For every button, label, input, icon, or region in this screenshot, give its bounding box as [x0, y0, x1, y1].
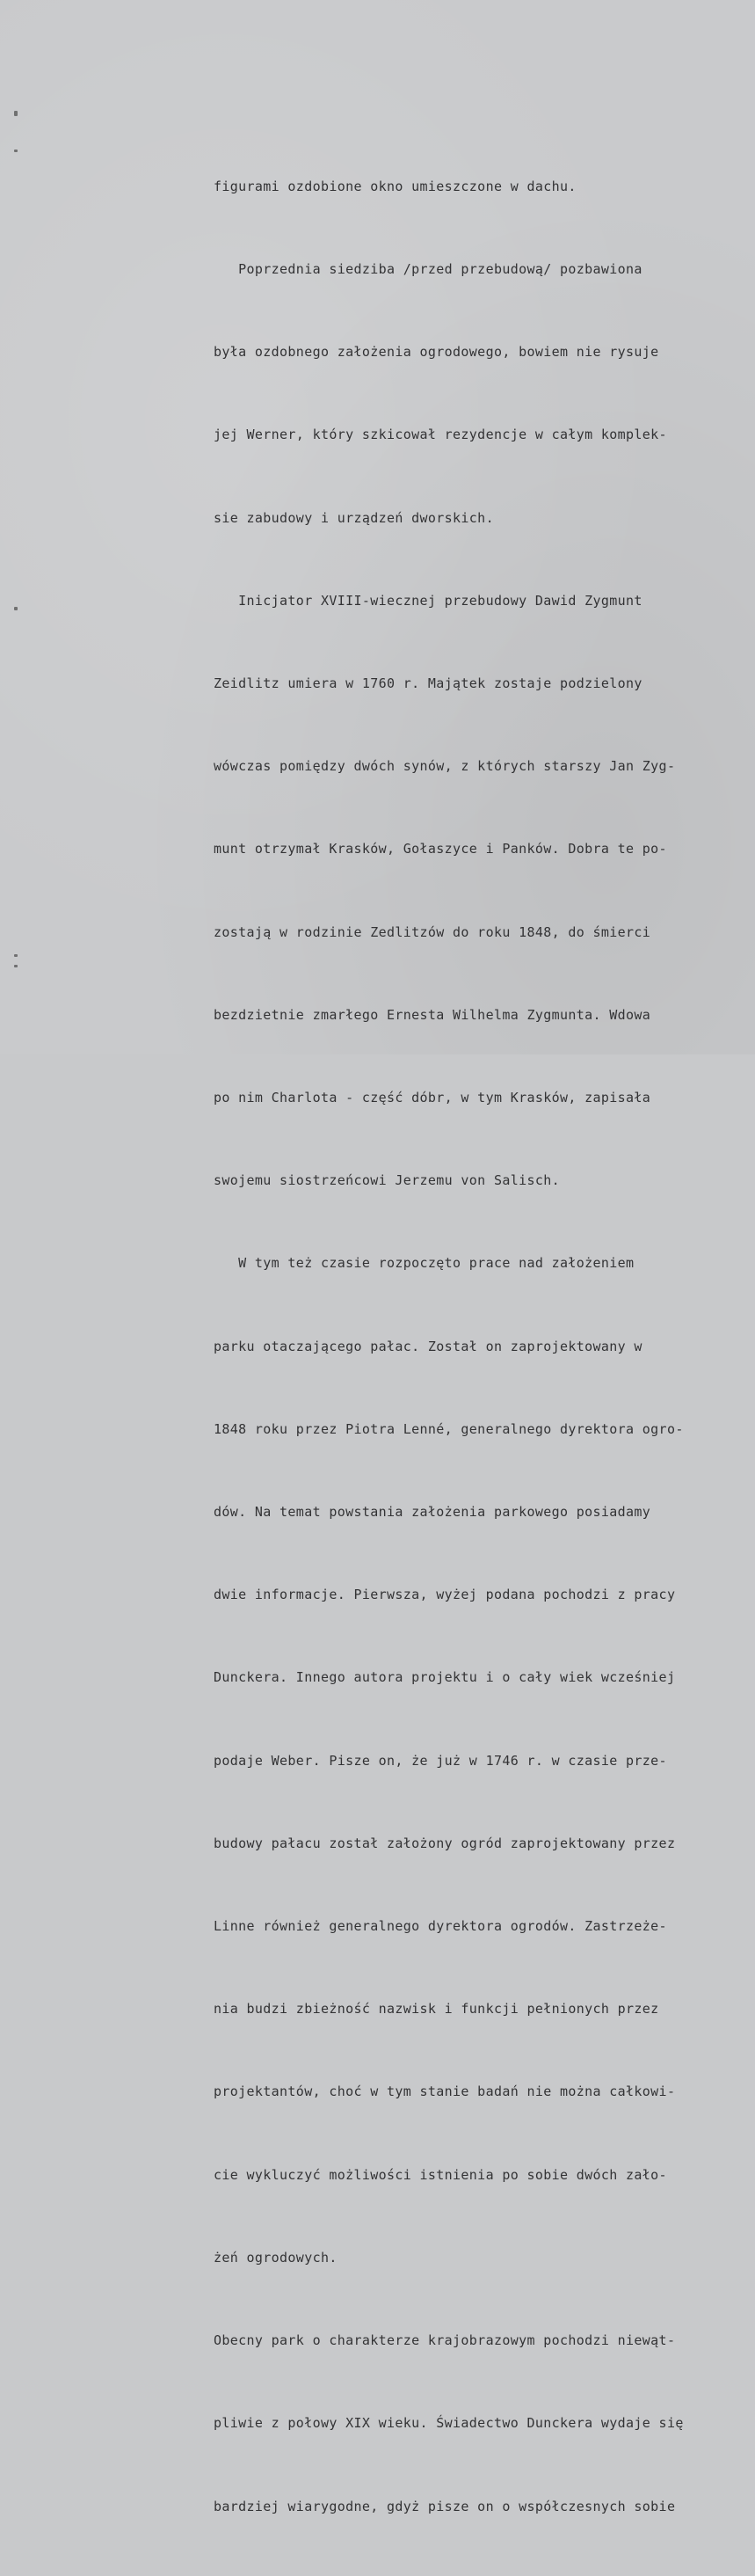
text-line: bardziej wiarygodne, gdyż pisze on o współczesnych sobie — [214, 2498, 676, 2514]
text-line: parku otaczającego pałac. Został on zaprojektowany w — [214, 1338, 642, 1354]
binding-mark — [14, 954, 18, 957]
text-line: zostają w rodzinie Zedlitzów do roku 1848, do śmierci — [214, 923, 651, 940]
text-line: sie zabudowy i urządzeń dworskich. — [214, 509, 494, 526]
text-line: Poprzednia siedziba /przed przebudową/ pozbawiona — [214, 261, 642, 278]
text-line: podaje Weber. Pisze on, że już w 1746 r. w czasie prze- — [214, 1752, 667, 1769]
text-line: budowy pałacu został założony ogród zaprojektowany przez — [214, 1835, 676, 1851]
text-line: W tym też czasie rozpoczęto prace nad założeniem — [214, 1255, 635, 1272]
text-line: Zeidlitz umiera w 1760 r. Majątek zostaje podzielony — [214, 675, 642, 692]
text-line: wówczas pomiędzy dwóch synów, z których starszy Jan Zyg- — [214, 758, 676, 775]
text-line: po nim Charlota - część dóbr, w tym Krasków, zapisała — [214, 1090, 651, 1106]
text-line: swojemu siostrzeńcowi Jerzemu von Salisch. — [214, 1172, 560, 1189]
binding-mark — [14, 965, 18, 967]
text-line: Inicjator XVIII-wiecznej przebudowy Dawid Zygmunt — [214, 592, 642, 609]
text-line: munt otrzymał Krasków, Gołaszyce i Panków. Dobra te po- — [214, 841, 667, 857]
text-line: figurami ozdobione okno umieszczone w dachu. — [214, 178, 577, 194]
text-line: bezdzietnie zmarłego Ernesta Wilhelma Zygmunta. Wdowa — [214, 1006, 651, 1023]
text-line: Obecny park o charakterze krajobrazowym pochodzi niewąt- — [214, 2332, 676, 2349]
binding-mark — [14, 111, 18, 116]
typed-text-body — [214, 118, 751, 2576]
text-line: dów. Na temat powstania założenia parkowego posiadamy — [214, 1504, 651, 1521]
text-line: dwie informacje. Pierwsza, wyżej podana pochodzi z pracy — [214, 1587, 676, 1603]
binding-mark — [14, 607, 18, 610]
text-line: nia budzi zbieżność nazwisk i funkcji pełnionych przez — [214, 2001, 659, 2018]
binding-mark — [14, 150, 18, 152]
text-line: Linne również generalnego dyrektora ogrodów. Zastrzeże- — [214, 1918, 667, 1935]
text-line: żeń ogrodowych. — [214, 2249, 338, 2266]
text-line: 1848 roku przez Piotra Lenné, generalnego dyrektora ogro- — [214, 1420, 684, 1437]
text-line: Dunckera. Innego autora projektu i o cały wiek wcześniej — [214, 1669, 676, 1686]
text-line: projektantów, choć w tym stanie badań nie można całkowi- — [214, 2083, 676, 2100]
text-line: pliwie z połowy XIX wieku. Świadectwo Dunckera wydaje się — [214, 2415, 684, 2432]
text-line: cie wykluczyć możliwości istnienia po sobie dwóch zało- — [214, 2166, 667, 2183]
text-line: była ozdobnego założenia ogrodowego, bowiem nie rysuje — [214, 344, 659, 361]
text-line: jej Werner, który szkicował rezydencje w całym komplek- — [214, 427, 667, 443]
